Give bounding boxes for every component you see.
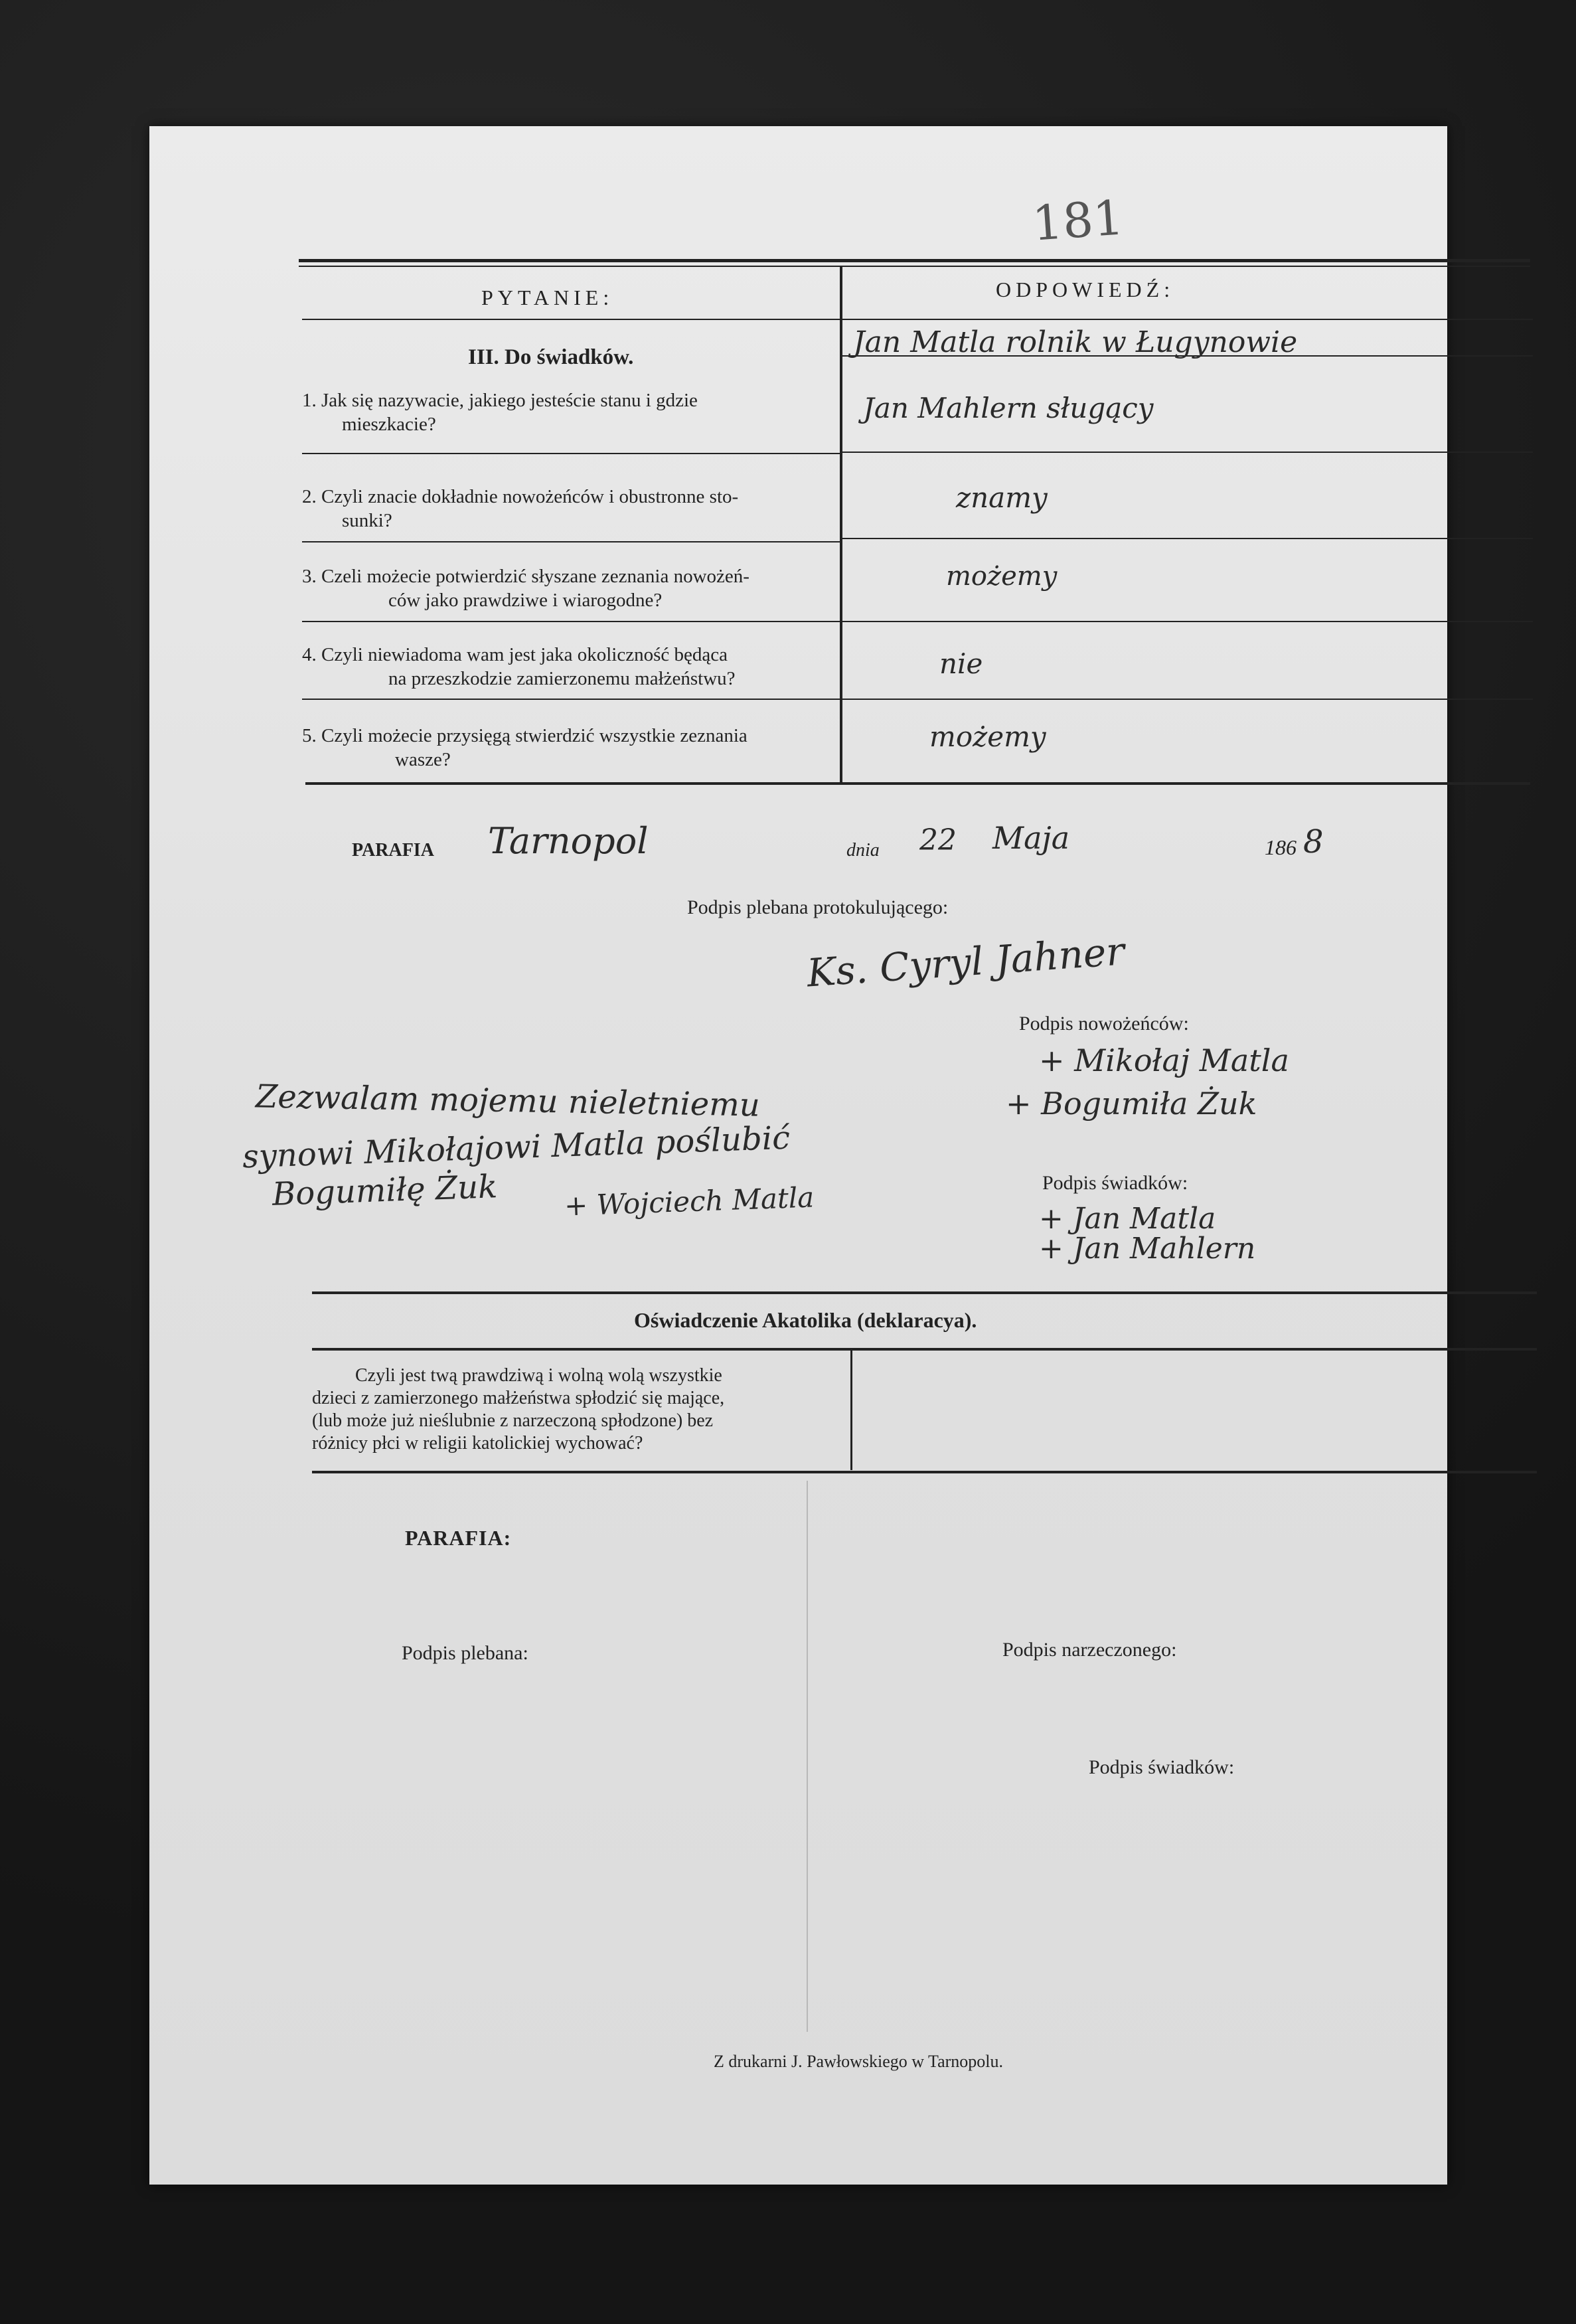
- bottom-priest-signature-label: Podpis plebana:: [402, 1642, 528, 1664]
- declaration-line: Czyli jest twą prawdziwą i wolną wolą wszystkie: [355, 1365, 722, 1386]
- answer-4: nie: [939, 647, 983, 680]
- question-text: Jak się nazywacie, jakiego jesteście stanu i gdzie: [321, 390, 698, 411]
- declaration-line: (lub może już nieślubnie z narzeczoną spłodzone) bez: [312, 1410, 714, 1431]
- question-text-cont: mieszkacie?: [342, 414, 436, 435]
- declaration-header-rule: [312, 1348, 1537, 1351]
- date-label: dnia: [846, 840, 880, 861]
- groom-signature-label: Podpis narzeczonego:: [1002, 1639, 1177, 1661]
- row-rule: [302, 453, 840, 454]
- bottom-witnesses-signature-label: Podpis świadków:: [1089, 1756, 1235, 1778]
- witness-signature-1: + Jan Matla: [1039, 1202, 1216, 1236]
- answer-5: możemy: [929, 720, 1046, 753]
- newlywed-signature-1: + Mikołaj Matla: [1039, 1042, 1289, 1078]
- witnesses-signature-label: Podpis świadków:: [1042, 1172, 1188, 1194]
- declaration-line: różnicy płci w religii katolickiej wychować?: [312, 1433, 643, 1453]
- answer-1-line-1: Jan Matla rolnik w Ługynowie: [853, 325, 1298, 359]
- question-text: Czyli znacie dokładnie nowożeńców i obustronne sto-: [321, 486, 739, 507]
- declaration-column-divider: [850, 1351, 852, 1470]
- answer-rule: [842, 538, 1533, 539]
- question-number: 4.: [302, 644, 317, 665]
- witness-signature-2: + Jan Mahlern: [1039, 1232, 1256, 1266]
- date-day: 22: [919, 823, 957, 857]
- question-number: 1.: [302, 390, 317, 411]
- section-title: III. Do świadków.: [468, 345, 634, 369]
- declaration-line: dzieci z zamierzonego małżeństwa spłodzić się mające,: [312, 1388, 725, 1408]
- consent-note-signature: + Wojciech Matla: [564, 1181, 815, 1222]
- header-rule-right: [842, 319, 1533, 320]
- consent-note-line-1: Zezwalam mojemu nieletniemu: [255, 1078, 761, 1124]
- answer-rule: [842, 621, 1533, 622]
- declaration-title: Oświadczenie Akatolika (deklaracya).: [634, 1308, 977, 1332]
- priest-signature-label: Podpis plebana protokulującego:: [687, 896, 949, 918]
- question-text: Czyli możecie przysięgą stwierdzić wszystkie zeznania: [321, 725, 748, 746]
- table-bottom-rule: [305, 782, 1530, 785]
- question-number: 3.: [302, 566, 317, 587]
- document-page: [149, 126, 1447, 2185]
- row-rule: [302, 541, 840, 542]
- answer-3: możemy: [946, 561, 1058, 592]
- priest-signature: Ks. Cyryl Jahner: [805, 928, 1126, 996]
- question-text: Czeli możecie potwierdzić słyszane zeznania nowożeń-: [321, 566, 749, 587]
- consent-note-line-2: synowi Mikołajowi Matla poślubić: [242, 1119, 791, 1176]
- table-top-rule: [299, 259, 1530, 262]
- consent-note-line-3: Bogumiłę Żuk: [272, 1168, 499, 1213]
- bottom-parish-label: PARAFIA:: [405, 1526, 512, 1550]
- question-text-cont: wasze?: [395, 749, 451, 770]
- question-text-cont: ców jako prawdziwe i wiarogodne?: [388, 590, 663, 611]
- question-2: [302, 485, 846, 533]
- question-text: Czyli niewiadoma wam jest jaka okoliczność będąca: [321, 644, 728, 665]
- date-year-handwritten: 8: [1303, 823, 1324, 861]
- row-rule: [302, 699, 840, 700]
- question-number: 2.: [302, 486, 317, 507]
- newlyweds-signature-label: Podpis nowożeńców:: [1019, 1013, 1189, 1035]
- answer-1-line-2: Jan Mahlern sługący: [863, 392, 1154, 424]
- question-3: [302, 564, 846, 612]
- question-5: [302, 724, 846, 772]
- row-rule: [302, 621, 840, 622]
- printer-imprint: Z drukarni J. Pawłowskiego w Tarnopolu.: [714, 2052, 1004, 2071]
- date-month: Maja: [992, 820, 1070, 856]
- question-4: [302, 643, 846, 691]
- question-number: 5.: [302, 725, 317, 746]
- show-through-line: [807, 1481, 808, 2032]
- table-top-rule-thin: [299, 266, 1530, 267]
- page-number: 181: [1030, 189, 1126, 252]
- answer-rule: [842, 699, 1533, 700]
- answer-rule: [842, 452, 1533, 453]
- date-year-printed: 186: [1265, 835, 1297, 859]
- question-1: [302, 388, 846, 436]
- header-rule-left: [302, 319, 840, 320]
- declaration-text: [312, 1365, 843, 1455]
- declaration-bottom-rule: [312, 1471, 1537, 1473]
- column-header-answer: ODPOWIEDŹ:: [996, 278, 1175, 301]
- parish-value: Tarnopol: [488, 820, 649, 862]
- newlywed-signature-2: + Bogumiła Żuk: [1006, 1086, 1257, 1121]
- question-text-cont: sunki?: [342, 510, 392, 531]
- declaration-top-rule: [312, 1291, 1537, 1294]
- column-header-question: PYTANIE:: [481, 286, 614, 309]
- answer-2: znamy: [956, 481, 1048, 514]
- question-text-cont: na przeszkodzie zamierzonemu małżeństwu?: [388, 668, 736, 689]
- parish-label: PARAFIA: [352, 840, 434, 861]
